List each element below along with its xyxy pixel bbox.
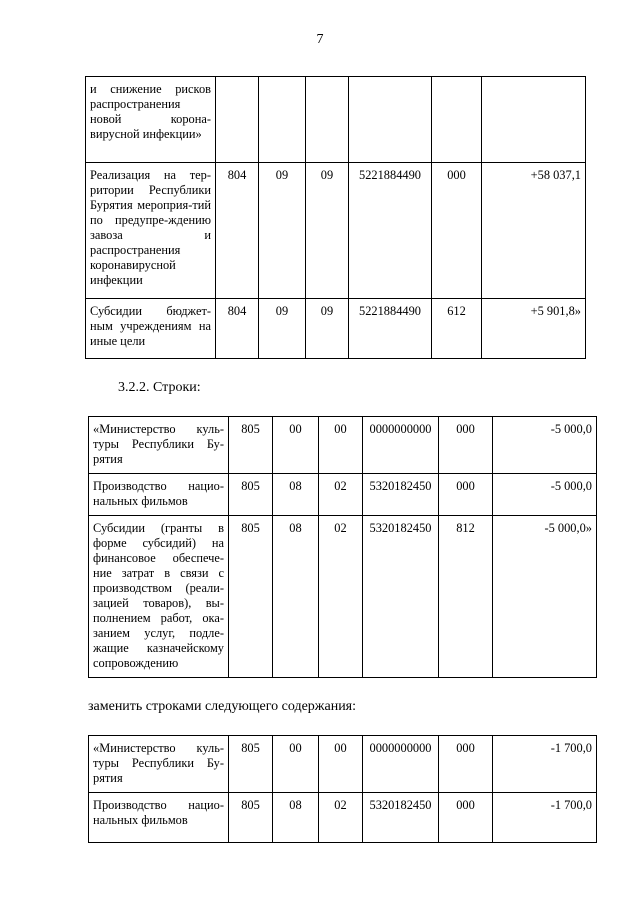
amount-value: -5 000,0»	[493, 516, 597, 678]
expense-type-code	[432, 77, 482, 163]
subsection-code: 00	[319, 417, 363, 474]
ministry-code: 805	[229, 736, 273, 793]
row-description: Субсидии (гранты в форме субсидий) на финансовое обеспече-ние затрат в связи с производством (реали-зацией товаров), вы-полнением работ, ока-занием услуг, подле-жащие казначейскому сопровождению	[89, 516, 229, 678]
table-row	[89, 736, 597, 793]
ministry-code: 805	[229, 793, 273, 843]
paragraph-instruction: заменить строками следующего содержания:	[88, 699, 357, 714]
subsection-code: 02	[319, 474, 363, 516]
ministry-code: 805	[229, 516, 273, 678]
target-article-code: 0000000000	[363, 736, 439, 793]
ministry-code: 804	[216, 163, 259, 299]
table-row	[86, 77, 586, 163]
subsection-code: 02	[319, 516, 363, 678]
budget-table-3	[88, 735, 597, 843]
section-code: 08	[273, 793, 319, 843]
table-row	[89, 417, 597, 474]
budget-table-1	[85, 76, 586, 359]
table-row	[86, 299, 586, 359]
table-row	[86, 163, 586, 299]
section-code: 00	[273, 736, 319, 793]
subsection-code: 00	[319, 736, 363, 793]
target-article-code: 5221884490	[349, 299, 432, 359]
section-code	[259, 77, 306, 163]
amount-value: -5 000,0	[493, 474, 597, 516]
table-row	[89, 474, 597, 516]
target-article-code	[349, 77, 432, 163]
expense-type-code: 000	[439, 736, 493, 793]
target-article-code: 5320182450	[363, 474, 439, 516]
ministry-code: 805	[229, 417, 273, 474]
section-code: 09	[259, 163, 306, 299]
amount-value: -1 700,0	[493, 793, 597, 843]
expense-type-code: 812	[439, 516, 493, 678]
target-article-code: 5320182450	[363, 793, 439, 843]
table-row	[89, 516, 597, 678]
expense-type-code: 612	[432, 299, 482, 359]
section-code: 08	[273, 474, 319, 516]
subsection-code: 09	[306, 299, 349, 359]
row-description: Реализация на тер-ритории Республики Бурятия мероприя-тий по предупре-ждению завоза и распространения коронавирусной инфекции	[86, 163, 216, 299]
ministry-code	[216, 77, 259, 163]
budget-table-2	[88, 416, 597, 678]
amount-value: -1 700,0	[493, 736, 597, 793]
row-description: Производство нацио-нальных фильмов	[89, 793, 229, 843]
row-description: Субсидии бюджет-ным учреждениям на иные цели	[86, 299, 216, 359]
row-description: Производство нацио-нальных фильмов	[89, 474, 229, 516]
section-code: 09	[259, 299, 306, 359]
expense-type-code: 000	[439, 417, 493, 474]
section-code: 08	[273, 516, 319, 678]
paragraph-heading: 3.2.2. Строки:	[118, 380, 201, 395]
amount-value: +5 901,8»	[482, 299, 586, 359]
table-row	[89, 793, 597, 843]
page-number: 7	[316, 32, 324, 47]
row-description: «Министерство куль-туры Республики Бу-рятия	[89, 417, 229, 474]
subsection-code	[306, 77, 349, 163]
expense-type-code: 000	[432, 163, 482, 299]
subsection-code: 02	[319, 793, 363, 843]
amount-value	[482, 77, 586, 163]
ministry-code: 804	[216, 299, 259, 359]
amount-value: +58 037,1	[482, 163, 586, 299]
subsection-code: 09	[306, 163, 349, 299]
row-description: «Министерство куль-туры Республики Бу-рятия	[89, 736, 229, 793]
expense-type-code: 000	[439, 793, 493, 843]
target-article-code: 5320182450	[363, 516, 439, 678]
target-article-code: 0000000000	[363, 417, 439, 474]
ministry-code: 805	[229, 474, 273, 516]
section-code: 00	[273, 417, 319, 474]
expense-type-code: 000	[439, 474, 493, 516]
amount-value: -5 000,0	[493, 417, 597, 474]
row-description: и снижение рисков распространения новой корона-вирусной инфекции»	[86, 77, 216, 163]
target-article-code: 5221884490	[349, 163, 432, 299]
